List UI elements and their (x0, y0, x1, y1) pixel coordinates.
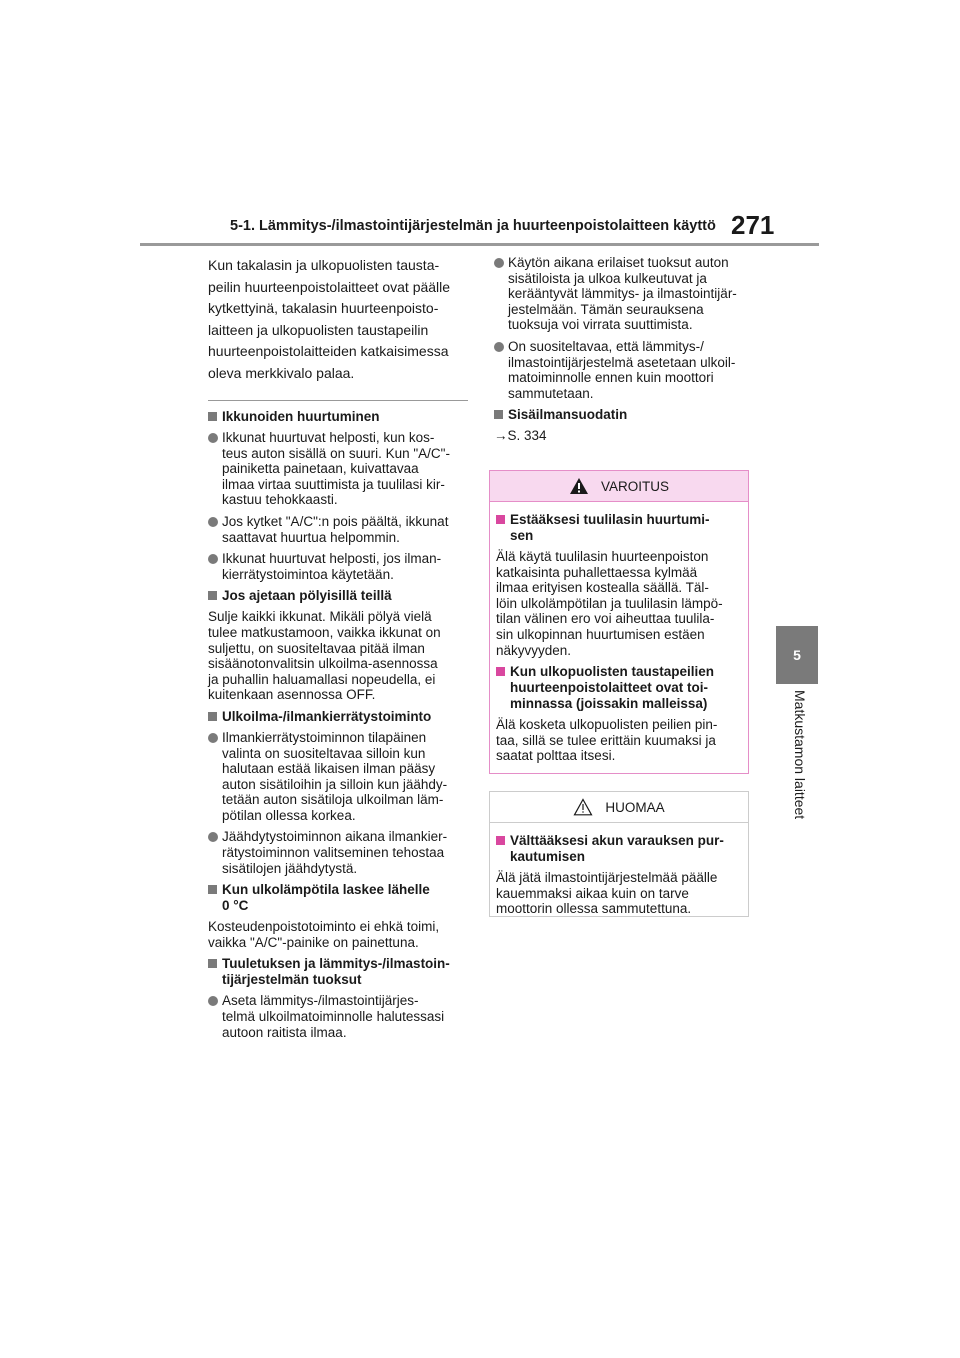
warning-box (489, 470, 749, 774)
square-bullet-icon (208, 712, 217, 721)
section-heading: Tuuletuksen ja lämmitys-/ilmastoin- tijärjestelmän tuoksut (208, 956, 468, 988)
page-number: 271 (731, 210, 775, 240)
square-bullet-icon (496, 836, 505, 845)
warning-label: VAROITUS (600, 478, 669, 494)
section-heading: Ikkunoiden huurtuminen (208, 409, 468, 425)
notice-header (490, 792, 748, 823)
warning-heading: Estääksesi tuulilasin huurtumi- sen (496, 512, 742, 544)
intro-line: Kun takalasin ja ulkopuolisten tausta- (208, 257, 440, 273)
section-divider (208, 400, 468, 401)
chapter-tab[interactable] (776, 626, 818, 684)
bullet-item: Käytön aikana erilaiset tuoksut auton sisätiloista ja ulkoa kulkeutuvat ja kerääntyvät lämmitys- ja ilmastointijär- jestelmään. Tämän seurauksena tuoksuja voi virrata suuttimista. (494, 255, 754, 333)
bullet-item: Jäähdytystoiminnon aikana ilmankier- rätystoiminnon valitseminen tehostaa sisätilojen jäähdytystä. (208, 829, 468, 876)
intro-line: oleva merkkivalo palaa. (208, 364, 355, 381)
circle-bullet-icon (494, 258, 504, 268)
section-heading: Sisäilmansuodatin (494, 407, 754, 423)
circle-bullet-icon (208, 554, 218, 564)
notice-label: HUOMAA (605, 799, 665, 815)
section-heading: Kun ulkolämpötila laskee lähelle 0 °C (208, 882, 468, 914)
bullet-item: Ikkunat huurtuvat helposti, kun kos- teus auton sisällä on suuri. Kun "A/C"- painiketta painetaan, kuivattavaa ilmaa virtaa suuttimista ja tuulilasi kir- kastuu tehokkaasti. (208, 430, 468, 508)
right-column (494, 255, 754, 444)
intro-line: laitteen ja ulkopuolisten taustapeilin (208, 321, 429, 338)
square-bullet-icon (494, 410, 503, 419)
section-text: Kosteudenpoistotoiminto ei ehkä toimi, vaikka "A/C"-painike on painettuna. (208, 919, 440, 950)
square-bullet-icon (208, 959, 217, 968)
notice-text: Älä jätä ilmastointijärjestelmää päälle kauemmaksi aikaa kuin on tarve moottorin ollessa sammutettuna. (496, 870, 718, 917)
caution-triangle-icon (573, 798, 593, 816)
warning-heading: Kun ulkopuolisten taustapeilien huurteenpoistolaitteet ovat toi- minnassa (joissakin malleissa) (496, 664, 742, 712)
notice-box (489, 791, 749, 917)
square-bullet-icon (208, 412, 217, 421)
warning-text: Älä kosketa ulkopuolisten peilien pin- taa, sillä se tulee erittäin kuumaksi ja saatat polttaa itsesi. (496, 717, 718, 764)
circle-bullet-icon (208, 996, 218, 1006)
circle-bullet-icon (494, 342, 504, 352)
section-heading: Ulkoilma-/ilmankierrätystoiminto (208, 709, 468, 725)
bullet-item: On suositeltavaa, että lämmitys-/ ilmastointijärjestelmä asetetaan ulkoil- matoiminnolle ennen kuin moottori sammutetaan. (494, 339, 754, 401)
square-bullet-icon (496, 667, 505, 676)
warning-header (490, 471, 748, 502)
page-reference-link[interactable]: →S. 334 (494, 428, 547, 444)
circle-bullet-icon (208, 433, 218, 443)
section-text: Sulje kaikki ikkunat. Mikäli pölyä vielä tulee matkustamoon, vaikka ikkunat on suljettu, on suositeltavaa pitää ilman sisäänotonvalitsin ulkoilma-asennossa ja puhallin haluamallasi nopeudella, ei kuitenkaan asennossa OFF. (208, 609, 441, 703)
circle-bullet-icon (208, 517, 218, 527)
chapter-number: 5 (793, 647, 801, 663)
notice-heading: Välttääksesi akun varauksen pur- kautumisen (496, 833, 742, 865)
bullet-item: Ilmankierrätystoiminnon tilapäinen valinta on suositeltavaa silloin kun halutaan estää likaisen ilman pääsy auton sisätiloihin ja silloin kun jäähdy- tetään auton sisätiloja ulkoilman läm- pötilan ollessa korkea. (208, 730, 468, 824)
intro-line: peilin huurteenpoistolaitteet ovat päälle (208, 278, 451, 295)
square-bullet-icon (208, 885, 217, 894)
intro-line: huurteenpoistolaitteiden katkaisimessa (208, 343, 449, 359)
left-column (208, 255, 468, 1046)
warning-triangle-icon (569, 477, 589, 495)
warning-text: Älä käytä tuulilasin huurteenpoiston katkaisinta puhallettaessa kylmää ilmaa erityisen kostealla säällä. Täl- löin ulkolämpötilan ja tuulilasin lämpö- tilan välinen ero voi aiheuttaa tuulila- sin ulkopinnan huurtumisen estäen näkyvyyden. (496, 549, 723, 658)
header-divider (140, 243, 819, 246)
section-heading: Jos ajetaan pölyisillä teillä (208, 588, 468, 604)
bullet-item: Aseta lämmitys-/ilmastointijärjes- telmä ulkoilmatoiminnolle halutessasi autoon raitista ilmaa. (208, 993, 468, 1040)
square-bullet-icon (208, 591, 217, 600)
bullet-item: Ikkunat huurtuvat helposti, jos ilman- kierrätystoimintoa käytetään. (208, 551, 468, 582)
intro-line: kytkettyinä, takalasin huurteenpoisto- (208, 300, 439, 316)
chapter-label: Matkustamon laitteet (792, 690, 808, 820)
circle-bullet-icon (208, 832, 218, 842)
intro-paragraph (208, 255, 468, 384)
section-title: 5-1. Lämmitys-/ilmastointijärjestelmän ja huurteenpoistolaitteen käyttö (230, 218, 716, 234)
square-bullet-icon (496, 515, 505, 524)
circle-bullet-icon (208, 733, 218, 743)
bullet-item: Jos kytket "A/C":n pois päältä, ikkunat saattavat huurtua helpommin. (208, 514, 468, 545)
